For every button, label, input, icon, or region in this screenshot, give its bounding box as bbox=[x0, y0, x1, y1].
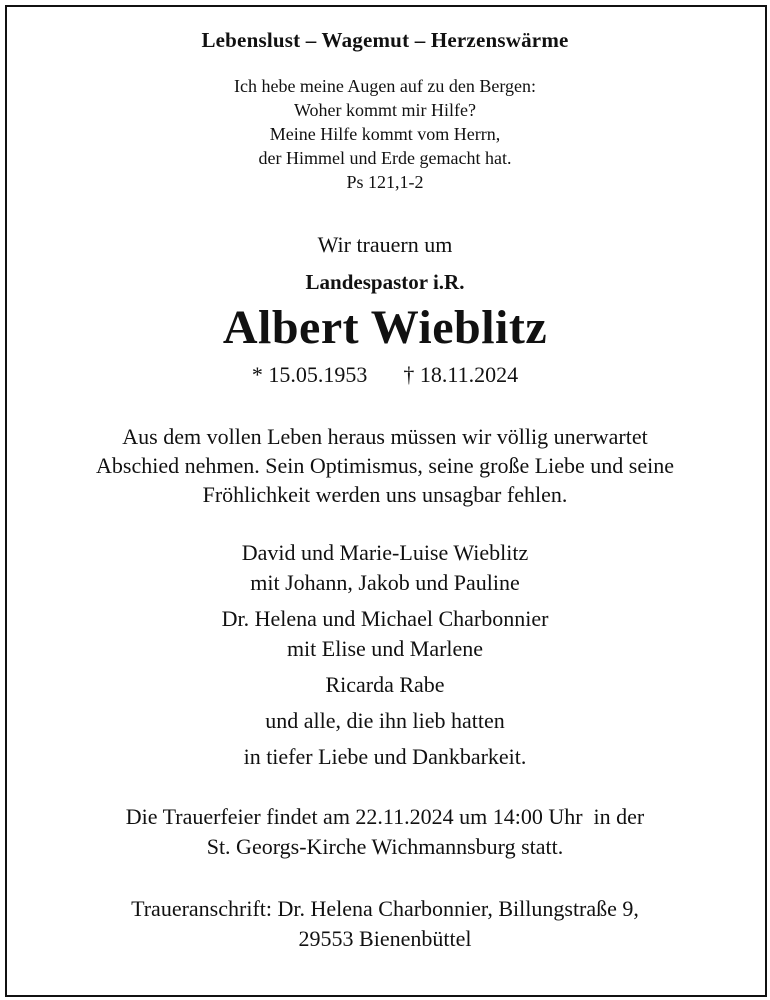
motto: Lebenslust – Wagemut – Herzenswärme bbox=[201, 28, 569, 52]
tribute-text bbox=[0, 422, 770, 509]
family-group bbox=[0, 604, 770, 664]
family-line: in tiefer Liebe und Dankbarkeit. bbox=[243, 744, 527, 769]
psalm-line: Woher kommt mir Hilfe? bbox=[293, 100, 476, 120]
psalm-reference: Ps 121,1-2 bbox=[346, 172, 424, 192]
life-dates bbox=[0, 362, 770, 388]
deceased-title: Landespastor i.R. bbox=[305, 270, 465, 294]
mourning-intro: Wir trauern um bbox=[317, 232, 453, 257]
family-group bbox=[0, 742, 770, 772]
family-line: mit Elise und Marlene bbox=[286, 636, 484, 661]
birth-date: * 15.05.1953 bbox=[251, 362, 368, 387]
family-group bbox=[0, 670, 770, 700]
family-line: Dr. Helena und Michael Charbonnier bbox=[221, 606, 549, 631]
family-group bbox=[0, 706, 770, 736]
tribute-line: Aus dem vollen Leben heraus müssen wir völlig unerwartet bbox=[122, 424, 648, 449]
address-line: 29553 Bienenbüttel bbox=[298, 926, 472, 951]
family-line: mit Johann, Jakob und Pauline bbox=[250, 570, 520, 595]
psalm-quote bbox=[0, 74, 770, 194]
psalm-line: Ich hebe meine Augen auf zu den Bergen: bbox=[233, 76, 537, 96]
service-line: Die Trauerfeier findet am 22.11.2024 um 14:00 Uhr in der bbox=[125, 804, 645, 829]
deceased-name: Albert Wieblitz bbox=[222, 301, 548, 354]
family-line: David und Marie-Luise Wieblitz bbox=[241, 540, 529, 565]
family-line: und alle, die ihn lieb hatten bbox=[265, 708, 505, 733]
tribute-line: Fröhlichkeit werden uns unsagbar fehlen. bbox=[202, 482, 568, 507]
mourning-address bbox=[0, 894, 770, 954]
family-line: Ricarda Rabe bbox=[325, 672, 445, 697]
tribute-line: Abschied nehmen. Sein Optimismus, seine große Liebe und seine bbox=[96, 453, 674, 478]
death-date: † 18.11.2024 bbox=[403, 362, 519, 387]
address-line: Traueranschrift: Dr. Helena Charbonnier, Billungstraße 9, bbox=[131, 896, 639, 921]
psalm-line: Meine Hilfe kommt vom Herrn, bbox=[269, 124, 501, 144]
funeral-service-info bbox=[0, 802, 770, 862]
family-group bbox=[0, 538, 770, 598]
psalm-line: der Himmel und Erde gemacht hat. bbox=[258, 148, 512, 168]
service-line: St. Georgs-Kirche Wichmannsburg statt. bbox=[206, 834, 564, 859]
